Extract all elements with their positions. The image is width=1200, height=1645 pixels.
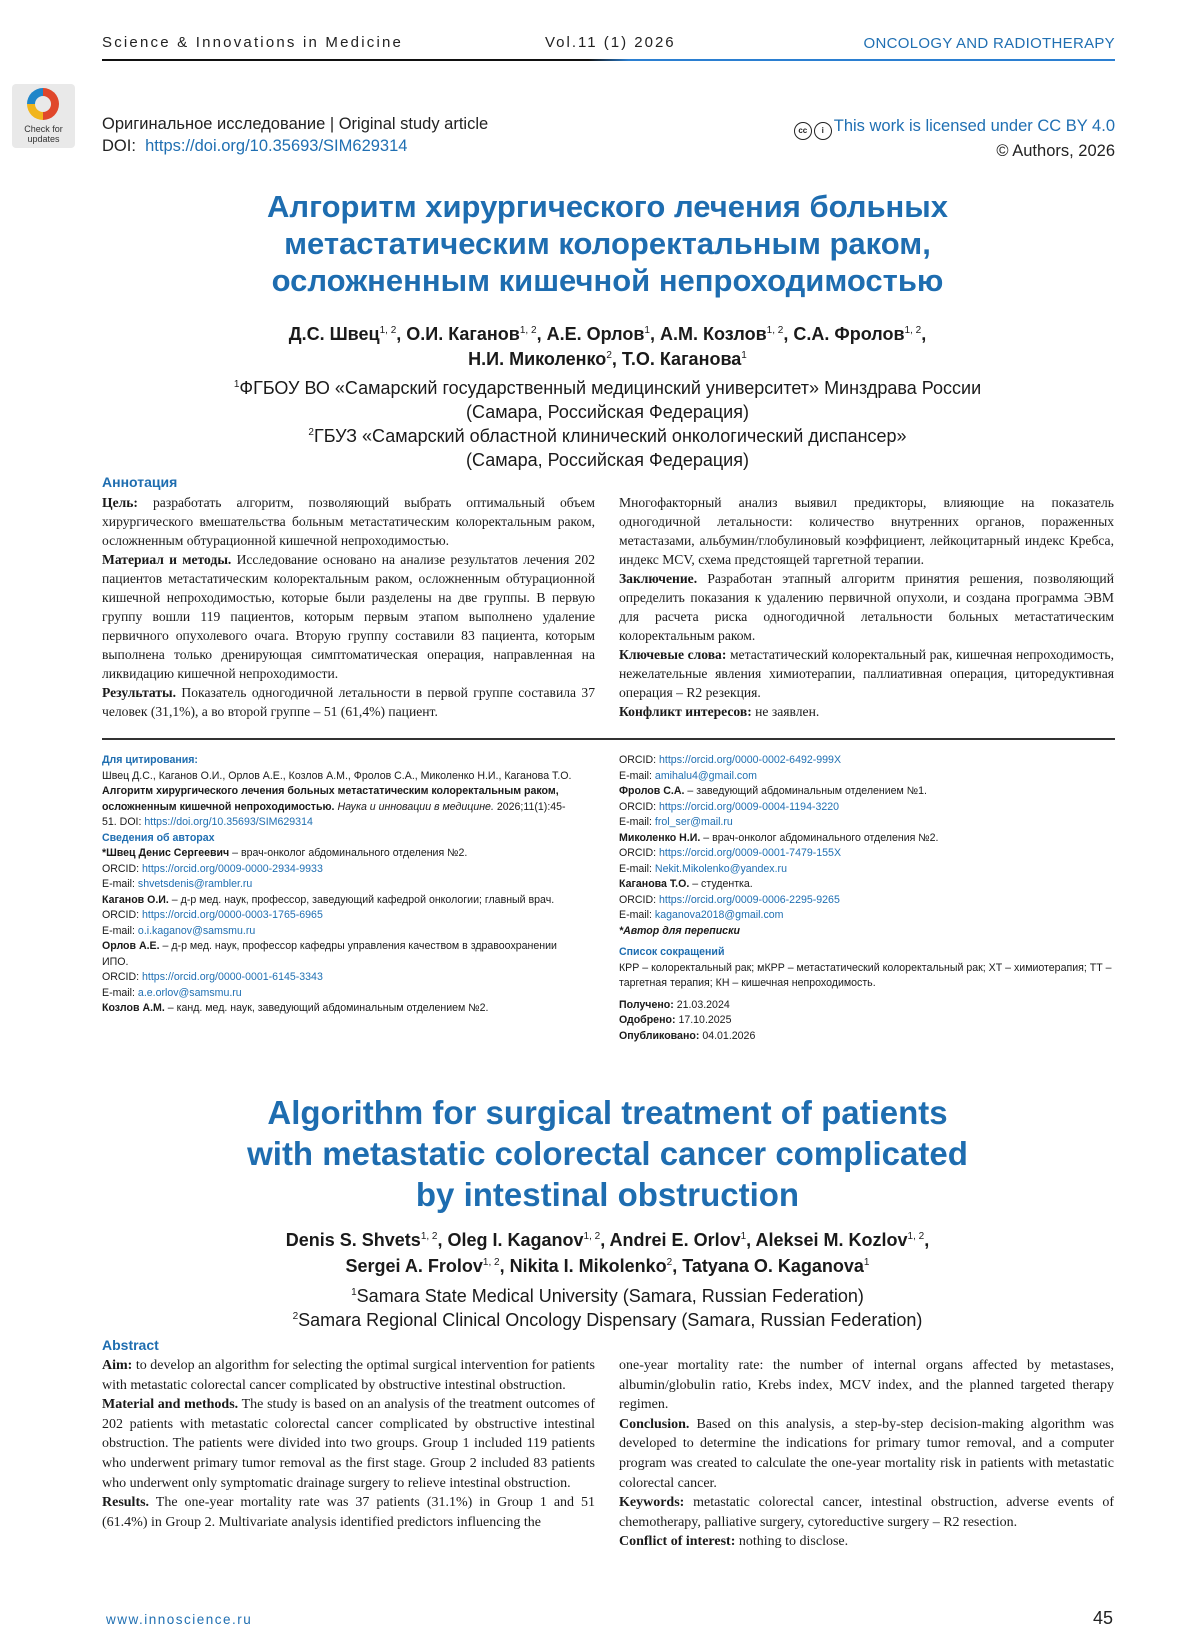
volume-issue: Vol.11 (1) 2026	[545, 34, 676, 51]
orcid-link[interactable]: https://orcid.org/0009-0004-1194-3220	[659, 800, 840, 813]
authors-ru-line: Н.И. Миколенко$^2$, Т.О. Каганова$^1$	[468, 349, 747, 369]
journal-name: Science & Innovations in Medicine	[102, 34, 404, 51]
abstract-paragraph: Ключевые слова: метастатический колоректальный рак, кишечная непроходимость, нежелательные явления химиотерапии, паллиативная операция, циторедуктивная операция – R2 резекция.	[619, 647, 1114, 700]
abstract-en-left	[102, 1356, 595, 1532]
article-type: Оригинальное исследование | Original study article	[102, 115, 489, 133]
author-entry: Каганов О.И. – д-р мед. наук, профессор, заведующий кафедрой онкологии; главный врач. ORCID: https://orcid.org/0000-0003-1765-6965 E-mail: o.i.kaganov@samsmu.ru	[102, 893, 555, 937]
abstract-paragraph: Цель: разработать алгоритм, позволяющий выбрать оптимальный объем хирургического вмешательства больным метастатическим колоректальным раком, осложненным обтурационной кишечной непроходимостью.	[102, 495, 595, 548]
authors-ru	[130, 322, 1085, 372]
abstract-paragraph: Материал и методы. Исследование основано на анализе результатов лечения 202 пациентов метастатическим колоректальным раком, осложненным обтурационной кишечной непроходимостью, которые были разделены на две группы. В первую группу вошли 119 пациентов, которым первым этапом выполнено удаление первичного опухолевого очага. Вторую группу составили 83 пациента, которым выполнена только дренирующая симптоматическая операция, направленная на ликвидацию кишечной непроходимости.	[102, 552, 595, 681]
check-for-updates-badge[interactable]	[12, 84, 75, 148]
title-en-line: by intestinal obstruction	[415, 1176, 800, 1213]
doi-label: DOI:	[102, 137, 136, 155]
email-link[interactable]: shvetsdenis@rambler.ru	[137, 878, 253, 890]
correspondence-note: *Автор для переписки	[619, 924, 740, 937]
abstract-paragraph: Keywords: metastatic colorectal cancer, intestinal obstruction, adverse events of chemotherapy, palliative surgery, cytoreductive surgery – R2 resection.	[619, 1495, 1114, 1530]
authors-en	[130, 1227, 1085, 1279]
license-link[interactable]: This work is licensed under CC BY 4.0	[833, 117, 1115, 135]
page-number: 45	[1092, 1608, 1113, 1628]
approved-date: Одобрено: 17.10.2025	[619, 1014, 732, 1026]
header-rule	[102, 59, 1115, 61]
authors-en-line: Denis S. Shvets$^{1, 2}$, Oleg I. Kaganov$^{1, 2}$, Andrei E. Orlov$^1$, Aleksei M. Kozlov$^{1, 2}$,	[285, 1230, 930, 1250]
abstract-heading-ru: Аннотация	[102, 474, 178, 490]
citation-heading: Для цитирования:	[102, 754, 198, 766]
section-name: ONCOLOGY AND RADIOTHERAPY	[863, 35, 1115, 52]
title-ru-line: метастатическим колоректальным раком,	[284, 226, 931, 261]
article-meta	[102, 113, 488, 157]
abstract-paragraph: one-year mortality rate: the number of internal organs affected by metastases, albumin/globulin ratio, Krebs index, MCV index, and the planned targeted therapy regimen.	[619, 1358, 1114, 1413]
copyright: © Authors, 2026	[996, 142, 1115, 160]
title-ru-line: осложненным кишечной непроходимостью	[271, 263, 944, 298]
orcid-link[interactable]: https://orcid.org/0000-0003-1765-6965	[142, 909, 323, 921]
author-entry: Фролов С.А. – заведующий абдоминальным отделением №1. ORCID: https://orcid.org/0009-0004-1194-3220 E-mail: frol_ser@mail.ru	[619, 785, 927, 828]
abstract-paragraph: Results. The one-year mortality rate was 37 patients (31.1%) in Group 1 and 51 (61.4%) in Group 2. Multivariate analysis identified predictors influencing the	[102, 1495, 595, 1530]
abstract-paragraph: Конфликт интересов: не заявлен.	[619, 704, 820, 719]
doi-link[interactable]: https://doi.org/10.35693/SIM629314	[145, 137, 408, 155]
affiliations-ru	[130, 376, 1085, 472]
received-date: Получено: 21.03.2024	[619, 998, 730, 1011]
orcid-link[interactable]: https://orcid.org/0000-0001-6145-3343	[142, 971, 323, 983]
author-entry: Козлов А.М. – канд. мед. наук, заведующий абдоминальным отделением №2.	[102, 1002, 489, 1014]
abbreviations-heading: Список сокращений	[619, 946, 725, 958]
email-link[interactable]: kaganova2018@gmail.com	[654, 909, 784, 921]
affiliation-line: $^2$Samara Regional Clinical Oncology Dispensary (Samara, Russian Federation)	[292, 1310, 923, 1330]
email-link[interactable]: amihalu4@gmail.com	[654, 769, 757, 782]
section-divider	[102, 738, 1115, 740]
author-entry: Миколенко Н.И. – врач-онколог абдоминального отделения №2. ORCID: https://orcid.org/0009-0001-7479-155X E-mail: Nekit.Mikolenko@yandex.ru	[619, 831, 939, 875]
orcid-link[interactable]: https://orcid.org/0009-0006-2295-9265	[659, 893, 840, 906]
abstract-ru-right	[619, 493, 1114, 721]
abbreviations-text: КРР – колоректальный рак; мКРР – метастатический колоректальный рак; ХТ – химиотерапия; ТТ – таргетная терапия; КН – кишечная непроходимость.	[619, 961, 1112, 989]
citation-text: Швец Д.С., Каганов О.И., Орлов А.Е., Козлов А.М., Фролов С.А., Миколенко Н.И., Каганова Т.О. Алгоритм хирургического лечения больных метастатическим колоректальным раком, осложненным кишечной непроходимостью. Наука и инновации в медицине. 2026;11(1):45-51. DOI: https://doi.org/10.35693/SIM629314	[102, 769, 572, 828]
author-entry: *Швец Денис Сергеевич – врач-онколог абдоминального отделения №2. ORCID: https://orcid.org/0009-0000-2934-9933 E-mail: shvetsdenis@rambler.ru	[102, 847, 468, 890]
abstract-paragraph: Aim: to develop an algorithm for selecting the optimal surgical intervention for patients with metastatic colorectal cancer complicated by obstructive intestinal obstruction.	[102, 1358, 595, 1393]
email-link[interactable]: Nekit.Mikolenko@yandex.ru	[654, 862, 787, 875]
title-ru-line: Алгоритм хирургического лечения больных	[267, 189, 948, 224]
orcid-link[interactable]: https://orcid.org/0009-0001-7479-155X	[659, 847, 842, 859]
affiliation-line: $^1$Samara State Medical University (Samara, Russian Federation)	[351, 1286, 864, 1306]
affiliation-line: (Самара, Российская Федерация)	[466, 450, 749, 470]
citation-doi-link[interactable]: https://doi.org/10.35693/SIM629314	[144, 816, 313, 828]
check-for-updates-label: Check for updates	[24, 124, 63, 144]
abstract-paragraph: Многофакторный анализ выявил предикторы, влияющие на показатель одногодичной летальности: количество внутренних органов, пораженных метастазами, альбумин/глобулиновый коэффициент, лейкоцитарный индекс Кребса, индекс MCV, схема предстоящей таргетной терапии.	[619, 495, 1114, 567]
cc-by-icon: cc	[794, 122, 812, 140]
email-link[interactable]: o.i.kaganov@samsmu.ru	[137, 924, 256, 937]
authors-info-heading: Сведения об авторах	[102, 831, 215, 844]
orcid-link[interactable]: https://orcid.org/0000-0002-6492-999X	[659, 754, 842, 766]
authors-continued: ORCID: https://orcid.org/0000-0002-6492-999X E-mail: amihalu4@gmail.com Фролов С.А. – заведующий абдоминальным отделением №1. ORCID: https://orcid.org/0009-0004-1194-3220 E-mail: frol_ser@mail.ru Миколенко Н.И. – врач-онколог абдоминального отделения №2. ORCID: https://orcid.org/0009-0001-7479-155X E-mail: Nekit.Mikolenko@yandex.ru Каганова Т.О. – студентка. ORCID: https://orcid.org/0009-0006-2295-9265 E-mail: kaganova2018@gmail.com *Автор для переписки Список сокращений КРР – колоректальный рак; мКРР – метастатический колоректальный рак; ХТ – химиотерапия; ТТ – таргетная терапия; КН – кишечная непроходимость. Получено: 21.03.2024 Одобрено: 17.10.2025 Опубликовано: 04.01.2026	[619, 753, 1114, 1044]
abstract-paragraph: Conflict of interest: nothing to disclose.	[619, 1534, 849, 1550]
email-link[interactable]: a.e.orlov@samsmu.ru	[137, 986, 242, 999]
running-header	[102, 34, 1115, 60]
affiliations-en	[130, 1284, 1085, 1332]
abstract-en-right	[619, 1356, 1114, 1552]
license-block	[794, 115, 1115, 162]
attribution-icon: i	[814, 122, 832, 140]
citation-and-authors	[102, 753, 577, 1017]
email-link[interactable]: frol_ser@mail.ru	[654, 816, 733, 828]
affiliation-line: (Самара, Российская Федерация)	[466, 402, 749, 422]
affiliation-line: $^1$ФГБОУ ВО «Самарский государственный медицинский университет» Минздрава России	[233, 378, 982, 398]
published-date: Опубликовано: 04.01.2026	[619, 1029, 756, 1042]
author-entry: Орлов А.Е. – д-р мед. наук, профессор кафедры управления качеством в здравоохранении ИПО. ORCID: https://orcid.org/0000-0001-6145-3343 E-mail: a.e.orlov@samsmu.ru	[102, 940, 557, 999]
author-entry: Каганова Т.О. – студентка. ORCID: https://orcid.org/0009-0006-2295-9265 E-mail: kaganova2018@gmail.com	[619, 878, 840, 921]
title-en-line: with metastatic colorectal cancer complicated	[247, 1135, 968, 1172]
abstract-paragraph: Conclusion. Based on this analysis, a step-by-step decision-making algorithm was developed to determine the indications for primary tumor removal, and a computer program was created to calculate the one-year mortality risk in patients with metastatic colorectal cancer.	[619, 1416, 1114, 1491]
abstract-paragraph: Результаты. Показатель одногодичной летальности в первой группе составила 37 человек (31,1%), а во второй группе – 51 (61,4%) пациент.	[102, 685, 595, 719]
abstract-heading-en: Abstract	[102, 1337, 159, 1353]
footer-url[interactable]: www.innoscience.ru	[106, 1612, 253, 1627]
abstract-ru-left	[102, 493, 595, 721]
authors-ru-line: Д.С. Швец$^{1, 2}$, О.И. Каганов$^{1, 2}$, А.Е. Орлов$^1$, А.М. Козлов$^{1, 2}$, С.А. Фролов$^{1, 2}$,	[288, 324, 927, 344]
title-en-line: Algorithm for surgical treatment of patients	[267, 1094, 948, 1131]
title-ru	[130, 188, 1085, 299]
abstract-paragraph: Заключение. Разработан этапный алгоритм принятия решения, позволяющий определить показания к удалению первичной опухоли, и создана программа ЭВМ для расчета риска одногодичной летальности больных метастатическим колоректальным раком.	[619, 571, 1114, 643]
abstract-paragraph: Material and methods. The study is based on an analysis of the treatment outcomes of 202 patients with metastatic colorectal cancer complicated by obstructive intestinal obstruction. The patients were divided into two groups. Group 1 included 119 patients who underwent primary tumor removal as the first stage. Group 2 included 83 patients who underwent only symptomatic drainage surgery to relieve intestinal obstruction.	[102, 1397, 595, 1491]
check-for-updates-icon	[27, 88, 59, 120]
authors-en-line: Sergei A. Frolov$^{1, 2}$, Nikita I. Mikolenko$^2$, Tatyana O. Kaganova$^1$	[345, 1256, 870, 1276]
affiliation-line: $^2$ГБУЗ «Самарский областной клинический онкологический диспансер»	[308, 426, 907, 446]
orcid-link[interactable]: https://orcid.org/0009-0000-2934-9933	[142, 862, 323, 875]
title-en	[130, 1092, 1085, 1215]
